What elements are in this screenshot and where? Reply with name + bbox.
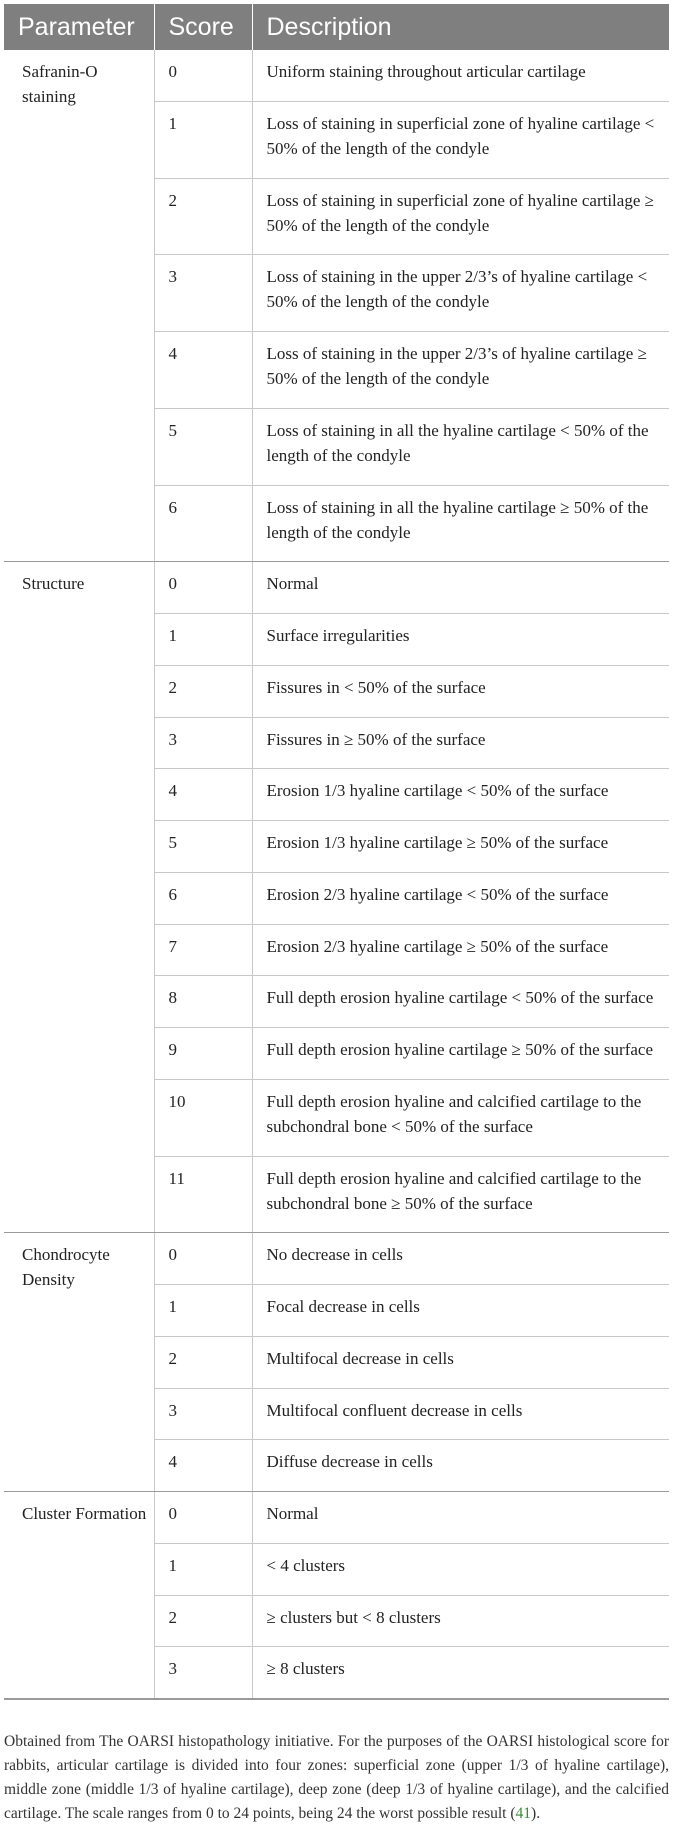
parameter-cell: Chondrocyte Density xyxy=(4,1233,154,1492)
header-description: Description xyxy=(252,4,669,50)
score-cell: 4 xyxy=(154,769,252,821)
footnote-text: Obtained from The OARSI histopathology initiative. For the purposes of the OARSI histological score for rabbits, articular cartilage is divided into four zones: superficial zone (upper 1/3 of hyaline cartilage), middle zone (middle 1/3 of hyaline cartilage), deep zone (deep 1/3 of hyaline cartilage), and the calcified cartilage. The scale ranges from 0 to 24 points, being 24 the worst possible result ( xyxy=(4,1732,669,1822)
score-cell: 6 xyxy=(154,872,252,924)
score-cell: 1 xyxy=(154,614,252,666)
description-cell: Surface irregularities xyxy=(252,614,669,666)
description-cell: Loss of staining in all the hyaline cartilage ≥ 50% of the length of the condyle xyxy=(252,485,669,562)
description-cell: No decrease in cells xyxy=(252,1233,669,1285)
score-cell: 10 xyxy=(154,1079,252,1156)
parameter-cell: Cluster Formation xyxy=(4,1492,154,1700)
description-cell: Diffuse decrease in cells xyxy=(252,1440,669,1492)
description-cell: Fissures in < 50% of the surface xyxy=(252,665,669,717)
score-cell: 11 xyxy=(154,1156,252,1233)
parameter-cell: Safranin-O staining xyxy=(4,50,154,562)
score-cell: 2 xyxy=(154,178,252,255)
description-cell: Fissures in ≥ 50% of the surface xyxy=(252,717,669,769)
description-cell: Erosion 1/3 hyaline cartilage < 50% of the surface xyxy=(252,769,669,821)
score-cell: 5 xyxy=(154,821,252,873)
description-cell: ≥ clusters but < 8 clusters xyxy=(252,1595,669,1647)
description-cell: Uniform staining throughout articular cartilage xyxy=(252,50,669,101)
score-cell: 0 xyxy=(154,1492,252,1544)
table-footnote xyxy=(4,1730,669,1826)
header-parameter: Parameter xyxy=(4,4,154,50)
score-cell: 4 xyxy=(154,1440,252,1492)
oarsi-score-table xyxy=(4,4,669,1700)
score-cell: 3 xyxy=(154,1388,252,1440)
score-cell: 1 xyxy=(154,1543,252,1595)
header-score: Score xyxy=(154,4,252,50)
score-cell: 1 xyxy=(154,101,252,178)
score-cell: 5 xyxy=(154,408,252,485)
score-cell: 9 xyxy=(154,1028,252,1080)
score-cell: 8 xyxy=(154,976,252,1028)
reference-link[interactable]: 41 xyxy=(515,1804,532,1822)
score-cell: 7 xyxy=(154,924,252,976)
table-body xyxy=(4,50,669,1699)
table-row xyxy=(4,50,669,101)
table-row xyxy=(4,1492,669,1544)
description-cell: Focal decrease in cells xyxy=(252,1285,669,1337)
description-cell: Multifocal confluent decrease in cells xyxy=(252,1388,669,1440)
score-cell: 4 xyxy=(154,332,252,409)
score-cell: 3 xyxy=(154,255,252,332)
description-cell: Full depth erosion hyaline and calcified cartilage to the subchondral bone ≥ 50% of the surface xyxy=(252,1156,669,1233)
score-cell: 0 xyxy=(154,562,252,614)
score-cell: 2 xyxy=(154,1595,252,1647)
description-cell: Erosion 1/3 hyaline cartilage ≥ 50% of the surface xyxy=(252,821,669,873)
description-cell: Loss of staining in superficial zone of hyaline cartilage ≥ 50% of the length of the condyle xyxy=(252,178,669,255)
description-cell: Loss of staining in all the hyaline cartilage < 50% of the length of the condyle xyxy=(252,408,669,485)
description-cell: ≥ 8 clusters xyxy=(252,1647,669,1699)
footnote-end: ). xyxy=(531,1804,541,1822)
score-cell: 1 xyxy=(154,1285,252,1337)
description-cell: Loss of staining in the upper 2/3’s of hyaline cartilage < 50% of the length of the condyle xyxy=(252,255,669,332)
score-cell: 0 xyxy=(154,50,252,101)
parameter-cell: Structure xyxy=(4,562,154,1233)
score-cell: 2 xyxy=(154,665,252,717)
description-cell: Erosion 2/3 hyaline cartilage ≥ 50% of the surface xyxy=(252,924,669,976)
table-row xyxy=(4,1233,669,1285)
score-cell: 3 xyxy=(154,717,252,769)
description-cell: Normal xyxy=(252,562,669,614)
description-cell: Erosion 2/3 hyaline cartilage < 50% of the surface xyxy=(252,872,669,924)
score-cell: 0 xyxy=(154,1233,252,1285)
description-cell: < 4 clusters xyxy=(252,1543,669,1595)
table-row xyxy=(4,562,669,614)
description-cell: Loss of staining in superficial zone of hyaline cartilage < 50% of the length of the condyle xyxy=(252,101,669,178)
description-cell: Normal xyxy=(252,1492,669,1544)
description-cell: Full depth erosion hyaline cartilage ≥ 50% of the surface xyxy=(252,1028,669,1080)
score-cell: 3 xyxy=(154,1647,252,1699)
description-cell: Multifocal decrease in cells xyxy=(252,1336,669,1388)
score-cell: 6 xyxy=(154,485,252,562)
description-cell: Loss of staining in the upper 2/3’s of hyaline cartilage ≥ 50% of the length of the condyle xyxy=(252,332,669,409)
score-cell: 2 xyxy=(154,1336,252,1388)
description-cell: Full depth erosion hyaline and calcified cartilage to the subchondral bone < 50% of the surface xyxy=(252,1079,669,1156)
table-header xyxy=(4,4,669,50)
description-cell: Full depth erosion hyaline cartilage < 50% of the surface xyxy=(252,976,669,1028)
